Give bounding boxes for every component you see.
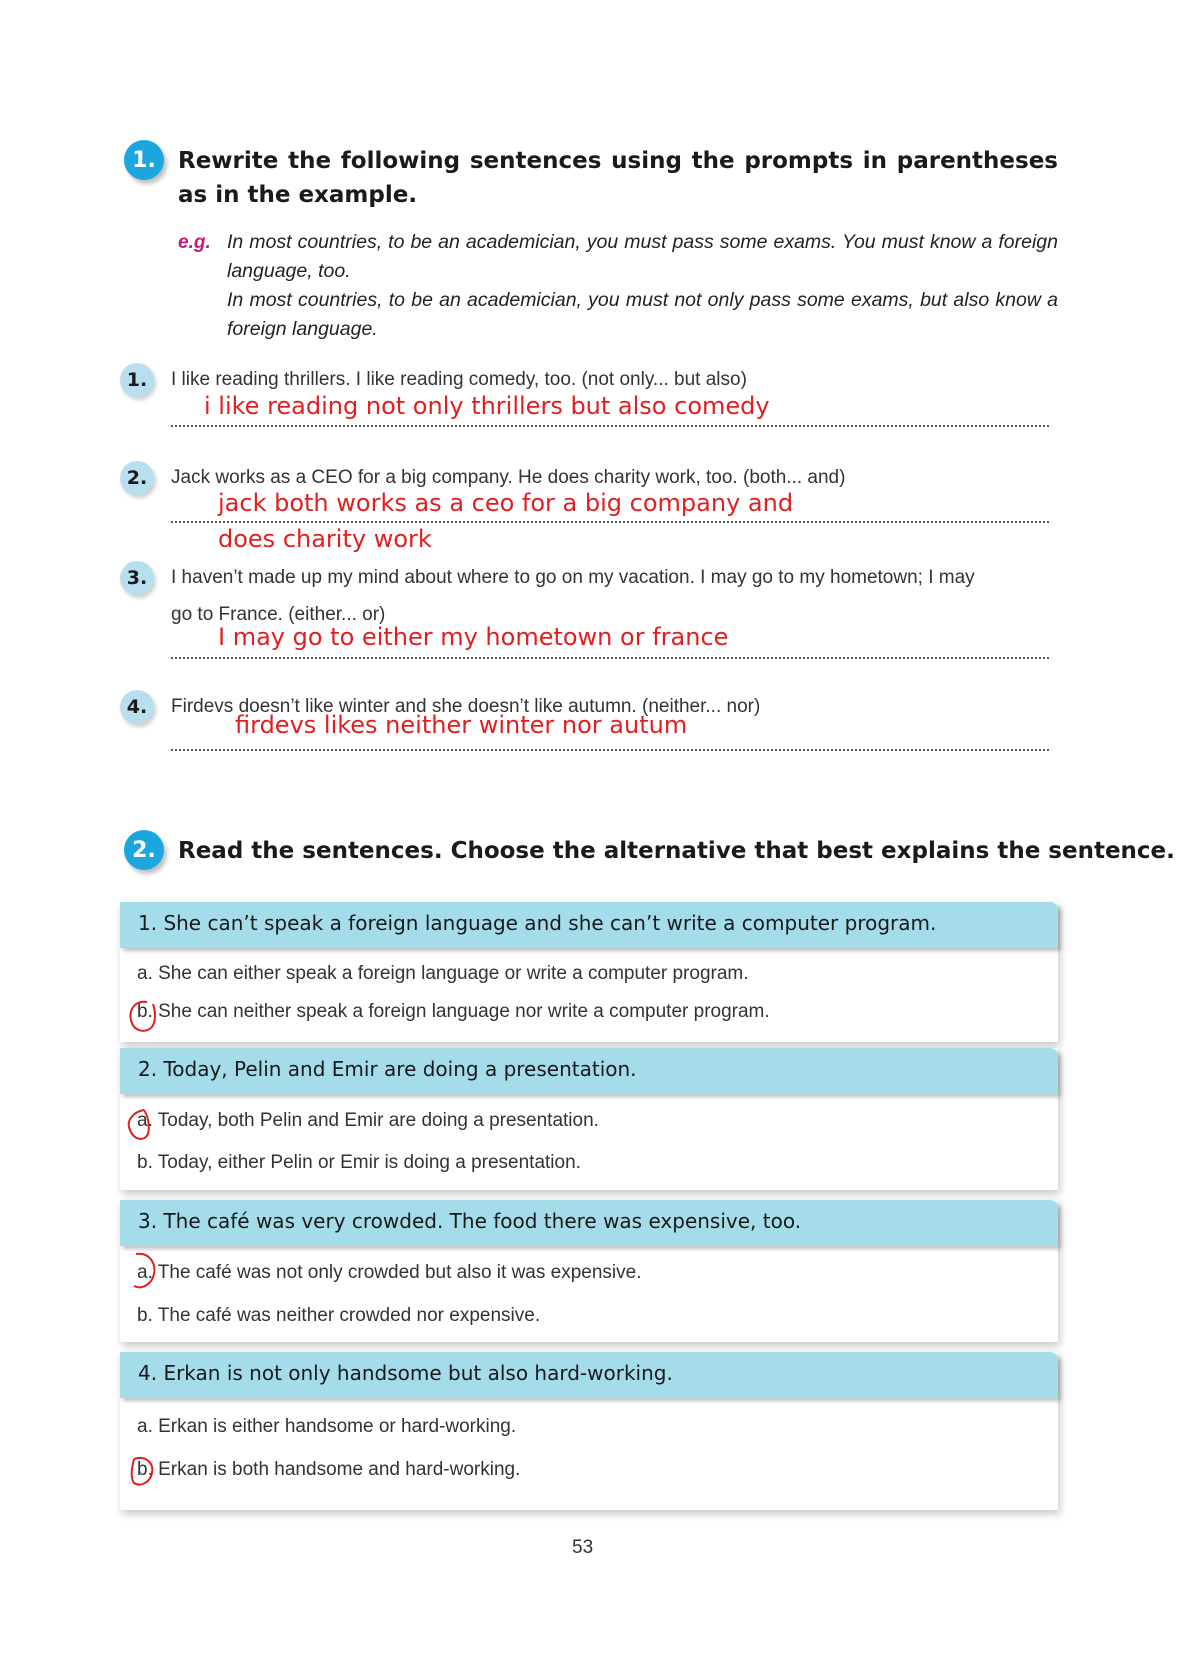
question-1-header (120, 902, 1058, 948)
question-4-header (120, 1352, 1058, 1398)
item-4-badge: 4. (120, 690, 154, 724)
question-2-option-a[interactable]: a. Today, both Pelin and Emir are doing a presentation. (137, 1110, 599, 1131)
question-1-answer-circle (125, 998, 165, 1038)
item-2-answer-line (171, 521, 1049, 523)
question-1-text: 1. She can’t speak a foreign language and she can’t write a computer program. (138, 911, 937, 935)
question-4-option-a[interactable]: a. Erkan is either handsome or hard-working. (137, 1416, 517, 1437)
question-3-answer-circle (128, 1250, 162, 1294)
question-4-option-b[interactable]: b. Erkan is both handsome and hard-working. (137, 1459, 521, 1480)
example-label: e.g. (178, 232, 211, 253)
question-3-option-a[interactable]: a. The café was not only crowded but also it was expensive. (137, 1262, 642, 1283)
question-2-text: 2. Today, Pelin and Emir are doing a presentation. (138, 1057, 637, 1081)
question-2-answer-circle (124, 1106, 158, 1146)
page-number: 53 (572, 1537, 594, 1558)
question-3-text: 3. The café was very crowded. The food there was expensive, too. (138, 1209, 802, 1233)
question-1-option-b[interactable]: b. She can neither speak a foreign language nor write a computer program. (137, 1001, 770, 1022)
item-1-answer[interactable]: i like reading not only thrillers but also comedy (204, 392, 770, 420)
item-4-answer-line (171, 749, 1049, 751)
exercise-2-number-badge: 2. (124, 830, 164, 870)
example-original: In most countries, to be an academician, you must pass some exams. You must know a foreign language, too. (227, 231, 1058, 282)
item-1-badge: 1. (120, 363, 154, 397)
item-2-answer-line-2[interactable]: does charity work (218, 525, 432, 553)
exercise-2-instruction: Read the sentences. Choose the alternative that best explains the sentence. (178, 838, 1175, 864)
example-rewritten: In most countries, to be an academician, you must not only pass some exams, but also know a foreign language. (227, 289, 1058, 340)
question-1-option-a[interactable]: a. She can either speak a foreign language or write a computer program. (137, 963, 749, 984)
item-4-prompt: Firdevs doesn’t like winter and she doesn’t like autumn. (neither... nor) (171, 696, 761, 717)
item-4-answer[interactable]: firdevs likes neither winter nor autum (235, 711, 688, 739)
question-4-answer-circle (126, 1453, 160, 1493)
item-3-prompt-line-1: I haven’t made up my mind about where to go on my vacation. I may go to my hometown; I may (171, 567, 975, 588)
item-2-prompt: Jack works as a CEO for a big company. He does charity work, too. (both... and) (171, 467, 846, 488)
question-2-header (120, 1048, 1058, 1094)
question-4-text: 4. Erkan is not only handsome but also hard-working. (138, 1361, 673, 1385)
item-3-badge: 3. (120, 561, 154, 595)
exercise-1-instruction: Rewrite the following sentences using the prompts in parentheses as in the example. (178, 148, 1058, 208)
question-3-option-b[interactable]: b. The café was neither crowded nor expensive. (137, 1305, 541, 1326)
item-2-badge: 2. (120, 461, 154, 495)
item-1-answer-line (171, 425, 1049, 427)
question-2-option-b[interactable]: b. Today, either Pelin or Emir is doing a presentation. (137, 1152, 581, 1173)
item-2-answer-line-1[interactable]: jack both works as a ceo for a big company and (218, 489, 794, 517)
item-3-prompt-line-2: go to France. (either... or) (171, 604, 386, 625)
item-3-answer[interactable]: I may go to either my hometown or france (218, 623, 729, 651)
question-3-header (120, 1200, 1058, 1246)
item-3-answer-line (171, 657, 1049, 659)
exercise-1-number-badge: 1. (124, 140, 164, 180)
item-1-prompt: I like reading thrillers. I like reading comedy, too. (not only... but also) (171, 369, 747, 390)
